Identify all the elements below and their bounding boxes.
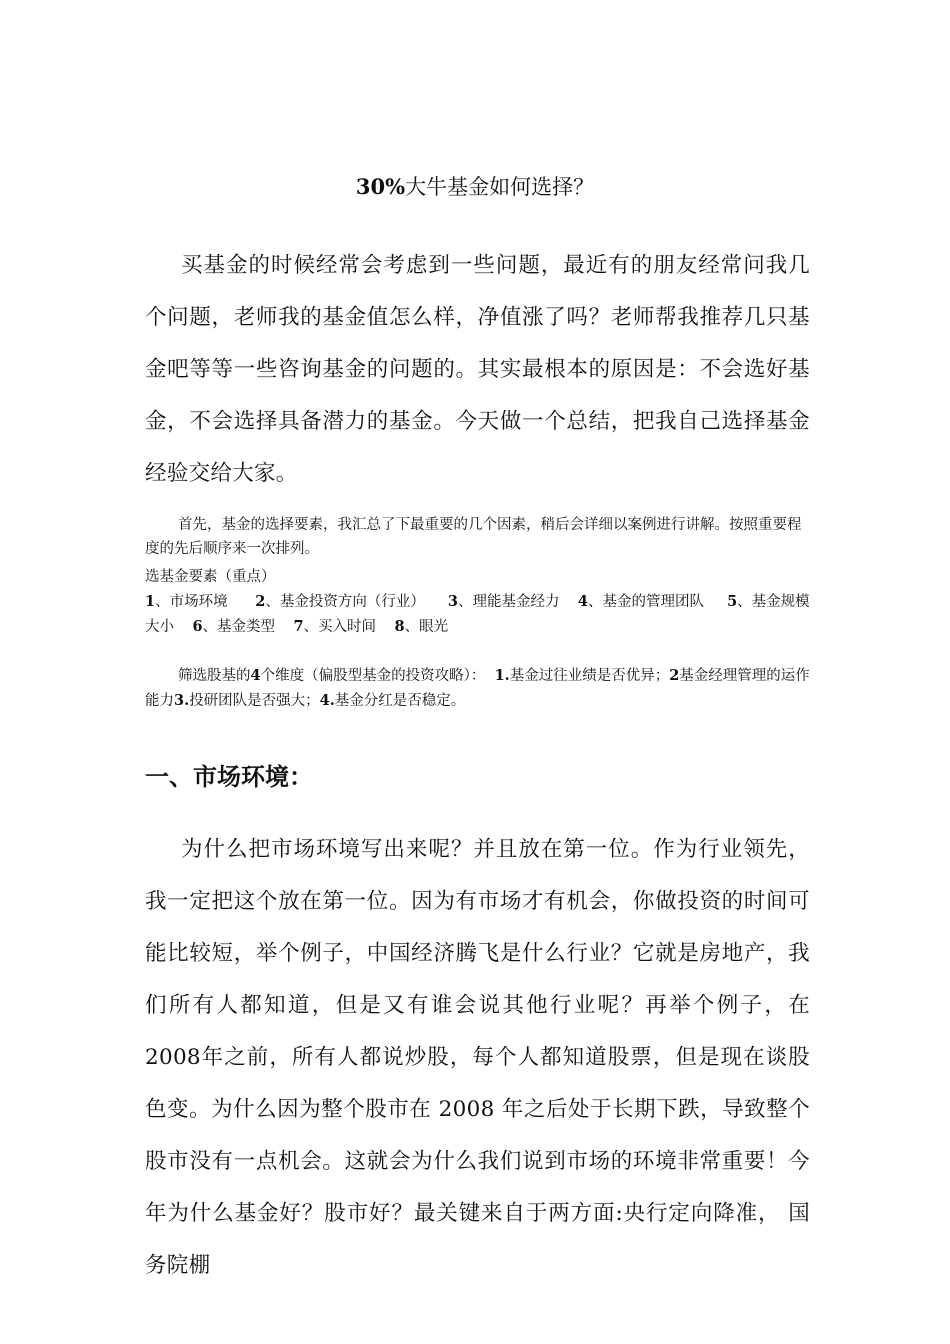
factor-item: 3、理能基金经力 <box>447 593 560 610</box>
document-title <box>0 172 950 202</box>
factors-list <box>145 590 810 639</box>
factor-item: 2、基金投资方向（行业） <box>255 593 425 610</box>
dimensions-paragraph: 筛选股基的4个维度（偏股型基金的投资攻略）： 1.基金过往业绩是否优异；2基金经理管理的运作能力3.投研团队是否强大；4.基金分红是否稳定。 <box>145 667 810 709</box>
title-percent: 30% <box>355 174 406 199</box>
section-heading-market: 一、市场环境： <box>145 762 313 791</box>
factor-item: 8、眼光 <box>394 617 449 635</box>
factor-item: 1、市场环境 <box>145 593 228 610</box>
factor-item: 7、买入时间 <box>293 617 377 635</box>
factor-item: 4、基金的管理团队 <box>577 593 705 610</box>
intro-paragraph: 买基金的时候经常会考虑到一些问题，最近有的朋友经常问我几个问题，老师我的基金值怎么样，净值涨了吗？老师帮我推荐几只基金吧等等一些咨询基金的问题的。其实最根本的原因是：不会选好基金，不会选择具备潜力的基金。今天做一个总结，把我自己选择基金经验交给大家。 <box>145 253 810 486</box>
factor-item: 6、基金类型 <box>192 617 276 635</box>
title-text: 大牛基金如何选择？ <box>405 175 595 199</box>
factor-item: 5、基金规模大小 <box>145 593 810 635</box>
factors-intro: 首先，基金的选择要素，我汇总了下最重要的几个因素，稍后会详细以案例进行讲解。按照重要程度的先后顺序来一次排列。 <box>145 517 802 557</box>
section-market-body: 为什么把市场环境写出来呢？并且放在第一位。作为行业领先，我一定把这个放在第一位。因为有市场才有机会，你做投资的时间可能比较短，举个例子，中国经济腾飞是什么行业？它就是房地产，我们所有人都知道，但是又有谁会说其他行业呢？再举个例子，在2008年之前，所有人都说炒股，每个人都知道股票，但是现在谈股色变。为什么因为整个股市在 2008 年之后处于长期下跌，导致整个股市没有一点机会。这就会为什么我们说到市场的环境非常重要！今年为什么基金好？股市好？最关键来自于两方面:央行定向降准， 国务院棚 <box>145 837 810 1278</box>
factors-heading: 选基金要素（重点） <box>145 569 276 585</box>
